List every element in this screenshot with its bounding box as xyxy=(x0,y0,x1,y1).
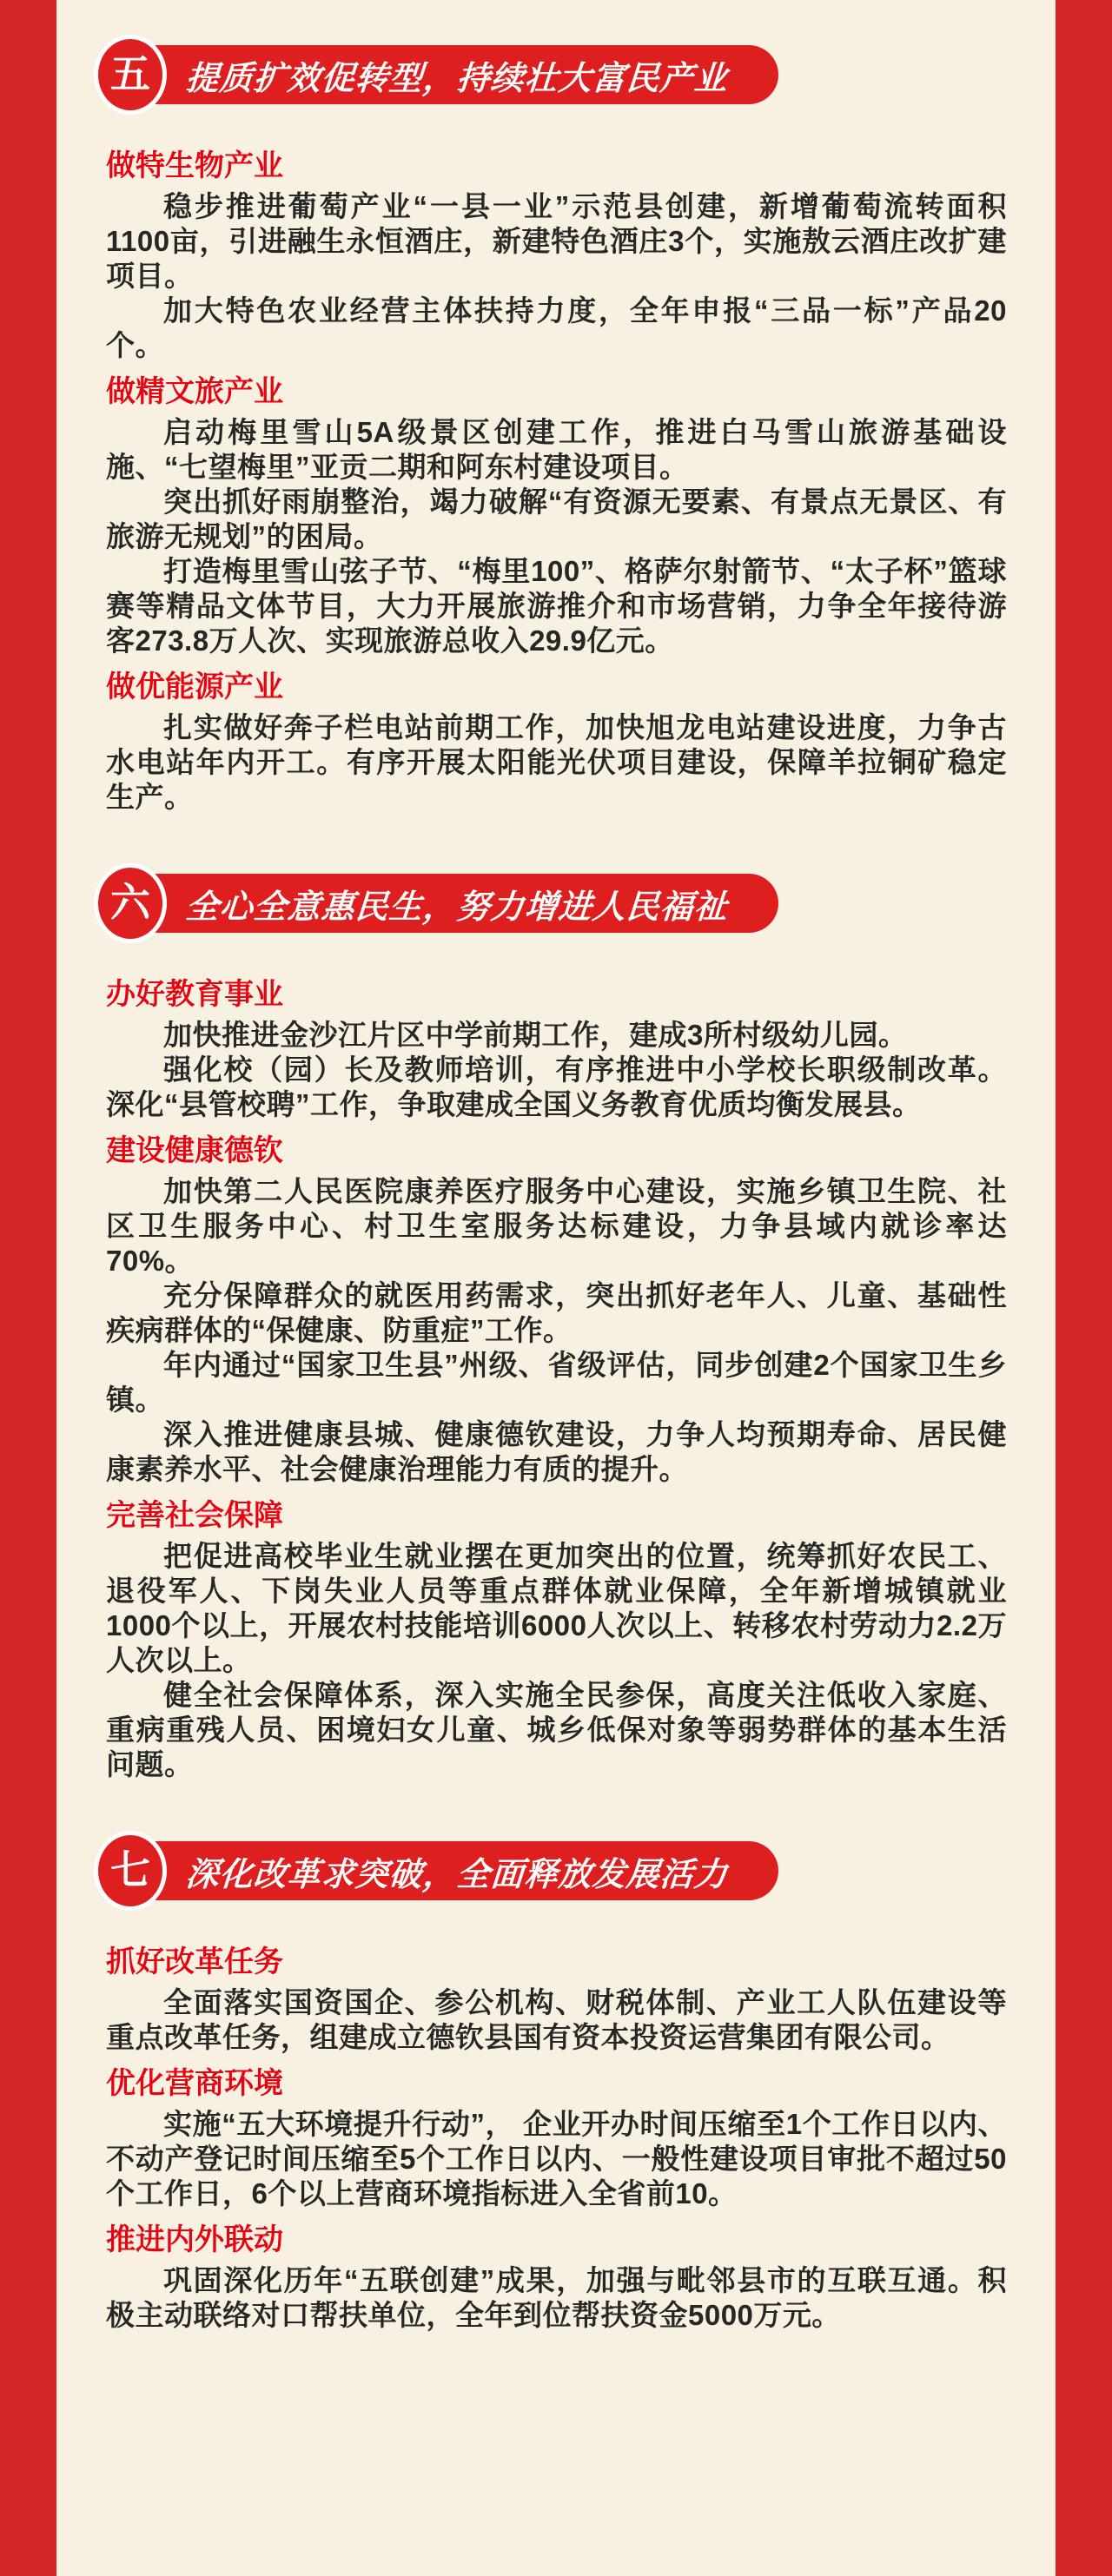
section-number-badge xyxy=(94,863,167,943)
body-paragraph: 把促进高校毕业生就业摆在更加突出的位置，统筹抓好农民工、退役军人、下岗失业人员等重点群体就业保障，全年新增城镇就业1000个以上，开展农村技能培训6000人次以上、转移农村劳动力2.2万人次以上。 xyxy=(106,1540,1007,1676)
section-title-banner xyxy=(129,874,778,933)
body-paragraph: 年内通过“国家卫生县”州级、省级评估，同步创建2个国家卫生乡镇。 xyxy=(106,1349,1007,1416)
body-paragraph: 加快第二人民医院康养医疗服务中心建设，实施乡镇卫生院、社区卫生服务中心、村卫生室服务达标建设，力争县域内就诊率达70%。 xyxy=(106,1175,1007,1277)
section-number: 六 xyxy=(110,881,150,925)
subsection-heading: 优化营商环境 xyxy=(106,2067,283,2100)
section-content xyxy=(56,148,1056,815)
body-paragraph: 健全社会保障体系，深入实施全民参保，高度关注低收入家庭、重病重残人员、困境妇女儿童、城乡低保对象等弱势群体的基本生活问题。 xyxy=(106,1679,1007,1780)
section-header xyxy=(94,1782,1056,1911)
section-title: 全心全意惠民生，努力增进人民福祉 xyxy=(184,888,730,926)
section-header xyxy=(94,0,1056,115)
section-title-banner xyxy=(129,45,778,104)
section-number-badge xyxy=(94,1831,167,1911)
subsection-heading: 做特生物产业 xyxy=(106,149,283,182)
subsection-heading: 办好教育事业 xyxy=(106,978,283,1011)
subsection-heading: 做精文旅产业 xyxy=(106,375,283,408)
section-7 xyxy=(56,1782,1056,2333)
section-title: 深化改革求突破，全面释放发展活力 xyxy=(184,1856,730,1893)
body-paragraph: 稳步推进葡萄产业“一县一业”示范县创建，新增葡萄流转面积1100亩，引进融生永恒酒庄，新建特色酒庄3个，实施敖云酒庄改扩建项目。 xyxy=(106,190,1007,292)
section-content xyxy=(56,1944,1056,2333)
body-paragraph: 打造梅里雪山弦子节、“梅里100”、格萨尔射箭节、“太子杯”篮球赛等精品文体节目，大力开展旅游推介和市场营销，力争全年接待游客273.8万人次、实现旅游总收入29.9亿元。 xyxy=(106,555,1007,657)
body-paragraph: 加快推进金沙江片区中学前期工作，建成3所村级幼儿园。 xyxy=(163,1019,908,1051)
body-paragraph: 强化校（园）长及教师培训，有序推进中小学校长职级制改革。深化“县管校聘”工作，争取建成全国义务教育优质均衡发展县。 xyxy=(106,1054,1007,1120)
section-header xyxy=(94,815,1056,943)
subsection-heading: 做优能源产业 xyxy=(106,670,283,703)
body-paragraph: 启动梅里雪山5A级景区创建工作，推进白马雪山旅游基础设施、“七望梅里”亚贡二期和阿东村建设项目。 xyxy=(106,416,1007,483)
section-title: 提质扩效促转型，持续壮大富民产业 xyxy=(184,60,730,97)
body-paragraph: 实施“五大环境提升行动”， 企业开办时间压缩至1个工作日以内、不动产登记时间压缩至5个工作日以内、一般性建设项目审批不超过50个工作日，6个以上营商环境指标进入全省前10。 xyxy=(106,2108,1007,2209)
section-number: 五 xyxy=(110,52,150,96)
subsection-heading: 推进内外联动 xyxy=(106,2223,283,2256)
content-panel xyxy=(56,0,1056,2576)
body-paragraph: 加大特色农业经营主体扶持力度，全年申报“三品一标”产品20个。 xyxy=(106,294,1007,361)
body-paragraph: 突出抓好雨崩整治，竭力破解“有资源无要素、有景点无景区、有旅游无规划”的困局。 xyxy=(106,485,1007,552)
section-5 xyxy=(56,0,1056,815)
body-paragraph: 扎实做好奔子栏电站前期工作，加快旭龙电站建设进度，力争古水电站年内开工。有序开展太阳能光伏项目建设，保障羊拉铜矿稳定生产。 xyxy=(106,711,1007,813)
subsection-heading: 建设健康德钦 xyxy=(106,1134,283,1167)
body-paragraph: 巩固深化历年“五联创建”成果，加强与毗邻县市的互联互通。积极主动联络对口帮扶单位，全年到位帮扶资金5000万元。 xyxy=(106,2264,1007,2331)
body-paragraph: 充分保障群众的就医用药需求，突出抓好老年人、儿童、基础性疾病群体的“保健康、防重症”工作。 xyxy=(106,1279,1007,1346)
section-number-badge xyxy=(94,35,167,115)
subsection-heading: 完善社会保障 xyxy=(106,1499,283,1532)
body-paragraph: 深入推进健康县城、健康德钦建设，力争人均预期寿命、居民健康素养水平、社会健康治理能力有质的提升。 xyxy=(106,1418,1007,1485)
section-number: 七 xyxy=(110,1848,150,1892)
subsection-heading: 抓好改革任务 xyxy=(106,1945,283,1978)
section-title-banner xyxy=(129,1841,778,1900)
section-6 xyxy=(56,815,1056,1782)
body-paragraph: 全面落实国资国企、参公机构、财税体制、产业工人队伍建设等重点改革任务，组建成立德钦县国有资本投资运营集团有限公司。 xyxy=(106,1986,1007,2053)
section-content xyxy=(56,976,1056,1782)
